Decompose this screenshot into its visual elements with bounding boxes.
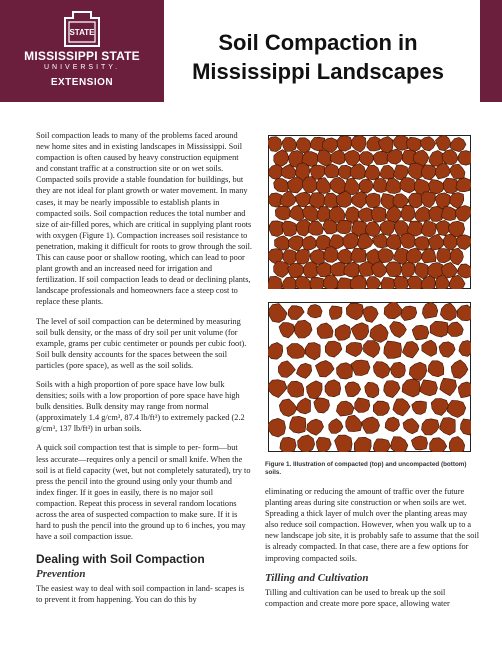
paragraph-pencil-test: A quick soil compaction test that is simple to per- form—but less accurate—requires only a pencil or small knife. When the soil is at field capacity (wet, but not completely saturated), try to press the pencil into the ground using only your thumb and index finger. If it goes in easily, there is no major soil compaction. Repeat this process in several random locations across the area of suspected compaction to make sure. If it is hard to push the pencil into the ground up to 6 inches, you may have a soil compaction issue. [36, 443, 251, 542]
soil-particle [296, 249, 310, 264]
compacted-soil-illustration [268, 135, 471, 289]
paragraph-bulk-density: The level of soil compaction can be determined by measuring soil bulk density, or the mass of dry soil per unit volume (for example, grams per cubic centimeter or pounds per cubic foot). Soil bulk density accounts for the spaces between the soil particles (pore space), as well as the soil solids. [36, 316, 247, 370]
soil-particle [289, 416, 306, 433]
soil-particle [310, 277, 324, 289]
title-line-1: Soil Compaction in [218, 30, 418, 55]
soil-particle [268, 276, 282, 289]
header-accent-bar [480, 0, 502, 102]
soil-particle [371, 207, 385, 223]
heading-dealing: Dealing with Soil Compaction [36, 552, 205, 567]
soil-particle [443, 178, 457, 193]
paragraph-prevention: The easiest way to deal with soil compaction in land- scapes is to prevent it from happening. You can do this by [36, 584, 245, 605]
soil-particle [337, 136, 352, 152]
soil-particle [458, 151, 471, 166]
soil-particle [329, 306, 342, 320]
heading-tilling: Tilling and Cultivation [265, 571, 369, 584]
paragraph-traffic: eliminating or reducing the amount of traffic over the future planting areas during site construction or when soils are wet. Spreading a thick layer of mulch over the planting areas may also reduce soil compaction. However, when you walk up to a new landscape job site, it is probably safe to assume that the soil is already compacted. In that case, there are a few options for improving compacted soils. [265, 487, 480, 563]
soil-particle [282, 137, 296, 151]
figure-soil-illustration [265, 130, 475, 455]
brand-subtitle: UNIVERSITY. [43, 64, 121, 71]
soil-particle [355, 398, 370, 412]
soil-particle [386, 262, 402, 277]
brand-extension: EXTENSION [50, 77, 114, 88]
heading-prevention: Prevention [36, 568, 86, 581]
page-title [170, 28, 466, 86]
uncompacted-soil-illustration [268, 302, 471, 452]
soil-particle [384, 341, 402, 358]
soil-particle [373, 439, 390, 452]
soil-particle [412, 325, 429, 340]
extension-logo-block [0, 0, 164, 102]
soil-particle [437, 249, 451, 263]
figure-caption: Figure 1. Illustration of compacted (top) and uncompacted (bottom) soils. [265, 461, 467, 476]
right-column [265, 486, 481, 617]
soil-particle [373, 151, 388, 164]
title-line-2: Mississippi Landscapes [192, 59, 444, 84]
soil-particle [373, 401, 389, 415]
soil-particle [308, 305, 323, 319]
university-seal-icon [63, 8, 101, 48]
soil-particle [373, 178, 386, 192]
soil-particle [269, 221, 282, 237]
soil-particle [429, 206, 444, 221]
paragraph-intro: Soil compaction leads to many of the problems faced around new home sites and in existing landscapes in Mississippi. Soil compaction is often caused by heavy construction equipment and constant traffic at a construction site or on wet soils. Compacted soils provide a stable foundation for buildings, but they are not ideal for plant growth or water movement. In many cases, it may be nearly impossible to establish plants in compacted soils. Soil compaction reduces the total number and size of air-filled pores, which are critical in supplying plant roots with oxygen (Figure 1). Compaction increases soil resistance to penetration, making it difficult for roots to grow through the soil. This can cause poor or shallow rooting, which can lead to poor plant growth and an increased need for irrigation and fertilization. If soil compaction leads to dead or declining plants, landscape professionals and homeowners face a steep cost to replace these plants. [36, 131, 252, 307]
soil-particle [391, 362, 406, 378]
seal-text: STATE [69, 28, 95, 37]
soil-particle [280, 437, 296, 452]
soil-particle [381, 278, 396, 289]
soil-particle [366, 193, 381, 208]
soil-particle [268, 137, 282, 152]
left-column [36, 130, 252, 613]
paragraph-pore-space: Soils with a high proportion of pore space have low bulk densities; soils with a low proportion of pore space have high bulk densities. Bulk density may range from normal (approximately 1.4 g/cm³, 87.4 lb/ft³) to extremely packed (2.2 g/cm³, 137 lb/ft³) in urban soils. [36, 379, 245, 434]
paragraph-tilling: Tilling and cultivation can be used to break up the soil compaction and create more pore space, allowing water [265, 587, 450, 608]
soil-particle [288, 381, 304, 397]
brand-title: MISSISSIPPI STATE [24, 49, 140, 63]
